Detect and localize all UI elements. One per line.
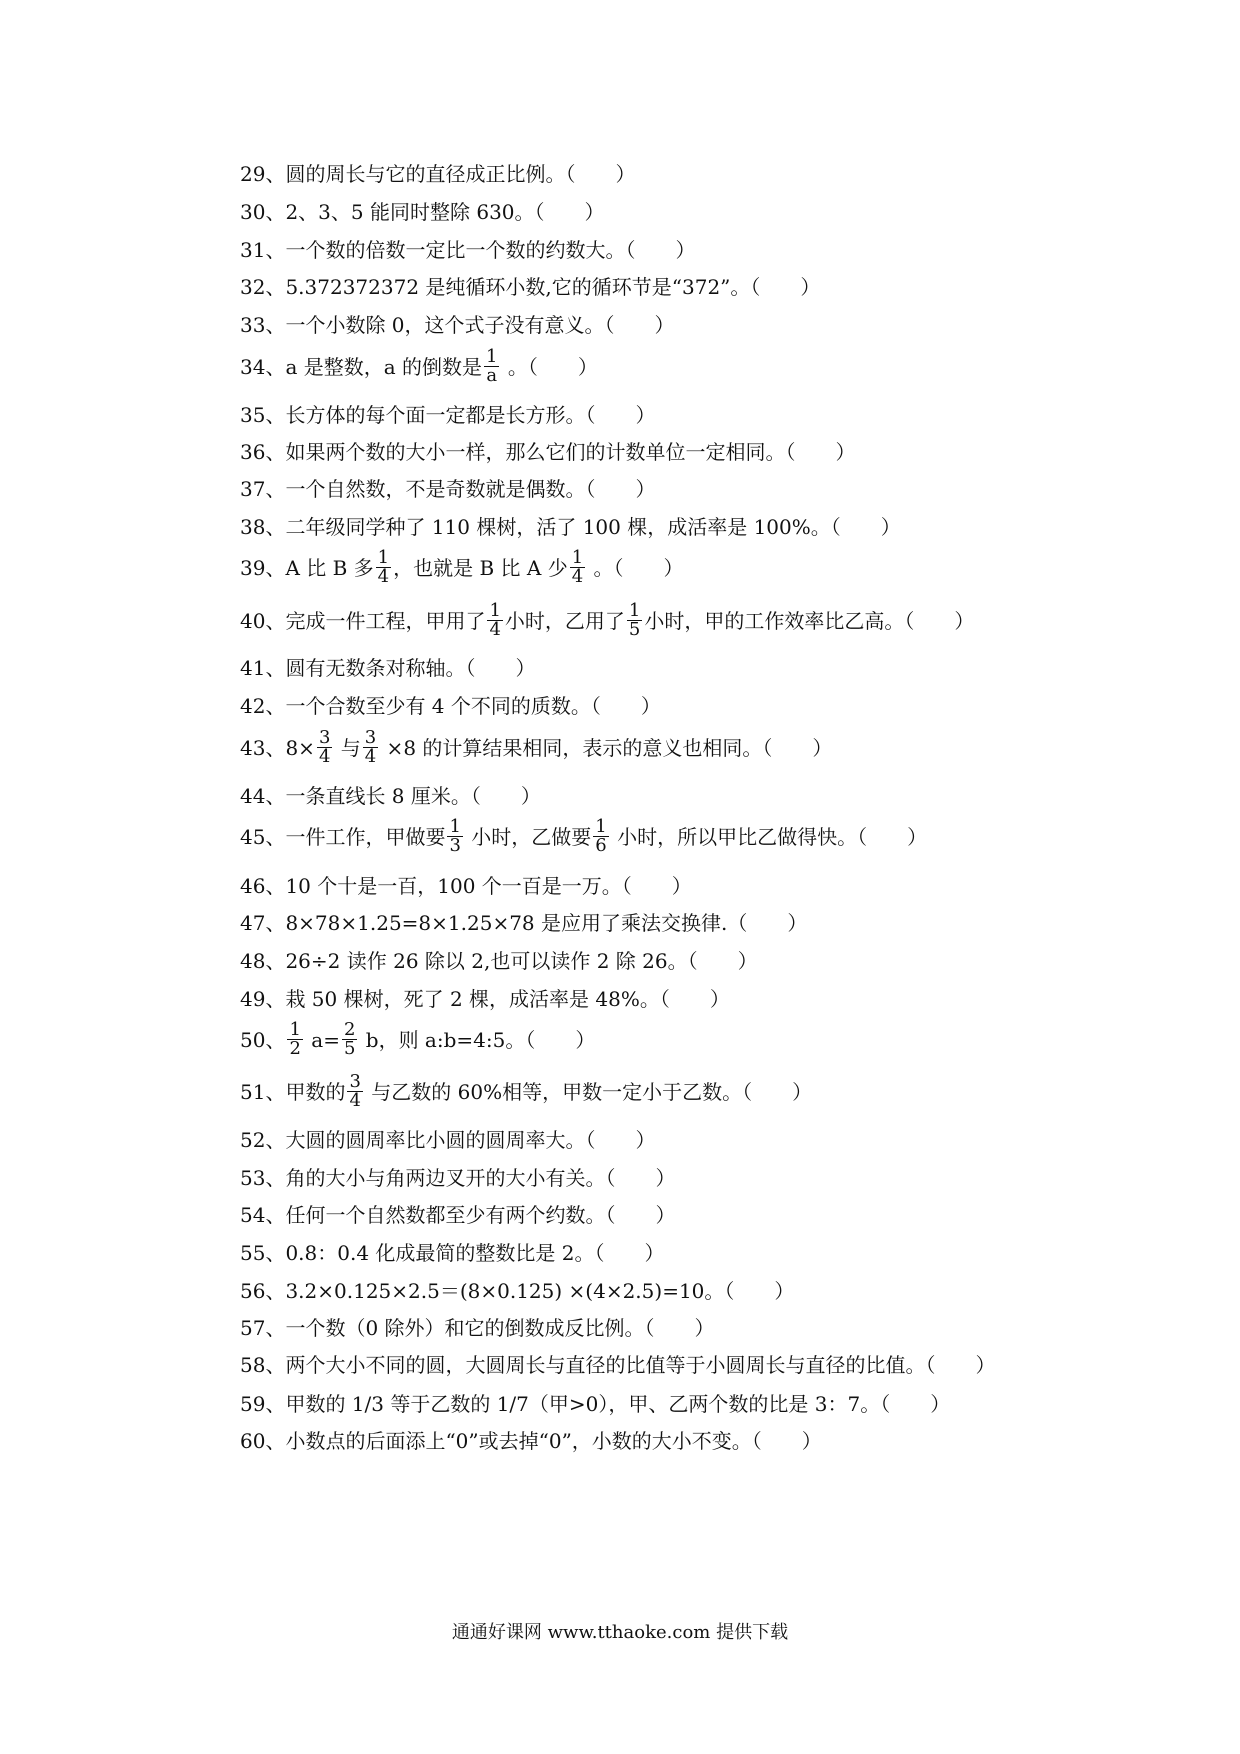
fraction xyxy=(487,602,502,639)
question-number: 60、 xyxy=(240,1429,286,1453)
question-number: 32、 xyxy=(240,275,286,299)
question-item xyxy=(240,692,661,720)
fraction xyxy=(317,729,332,766)
question-number: 43、 xyxy=(240,736,286,760)
question-item xyxy=(240,947,758,975)
question-number: 35、 xyxy=(240,403,286,427)
fraction-denominator: 6 xyxy=(595,835,607,856)
question-number: 50、 xyxy=(240,1028,286,1052)
question-text: 二年级同学种了 110 棵树，活了 100 棵，成活率是 100%。（ ） xyxy=(285,515,901,539)
question-item xyxy=(240,1019,596,1059)
question-text: 3.2×0.125×2.5＝(8×0.125) ×(4×2.5)=10。（ ） xyxy=(285,1279,795,1303)
fraction-numerator: 1 xyxy=(489,600,501,621)
question-text: 10 个十是一百，100 个一百是一万。（ ） xyxy=(285,874,692,898)
question-text: a= xyxy=(304,1028,340,1052)
fraction-denominator: 5 xyxy=(343,1038,356,1059)
fraction xyxy=(627,602,642,639)
question-text: 8×78×1.25=8×1.25×78 是应用了乘法交换律.（ ） xyxy=(285,911,808,935)
question-item xyxy=(240,547,684,587)
question-number: 56、 xyxy=(240,1279,286,1303)
question-item xyxy=(240,985,730,1013)
question-text: 圆的周长与它的直径成正比例。（ ） xyxy=(285,162,636,186)
fraction-denominator: 4 xyxy=(377,566,390,587)
question-number: 46、 xyxy=(240,874,286,898)
fraction-denominator: a xyxy=(486,365,498,386)
fraction-numerator: 1 xyxy=(449,816,461,837)
question-number: 45、 xyxy=(240,825,286,849)
question-item xyxy=(240,438,855,466)
question-number: 53、 xyxy=(240,1166,286,1190)
question-text: 小时，乙用了 xyxy=(504,609,625,633)
question-number: 33、 xyxy=(240,313,286,337)
question-text: 0.8：0.4 化成最简的整数比是 2。（ ） xyxy=(285,1241,665,1265)
fraction-denominator: 4 xyxy=(318,746,331,767)
question-item xyxy=(240,273,820,301)
question-text: 圆有无数条对称轴。（ ） xyxy=(285,656,536,680)
question-text: 一个小数除 0，这个式子没有意义。（ ） xyxy=(285,313,675,337)
question-item xyxy=(240,654,535,682)
question-number: 31、 xyxy=(240,238,286,262)
question-number: 38、 xyxy=(240,515,286,539)
question-text: 2、3、5 能同时整除 630。（ ） xyxy=(285,200,605,224)
fraction-denominator: 4 xyxy=(571,566,584,587)
fraction-numerator: 2 xyxy=(343,1019,356,1040)
fraction xyxy=(570,549,585,586)
question-text: A 比 B 多 xyxy=(285,556,374,580)
question-text: 完成一件工程，甲用了 xyxy=(285,609,486,633)
question-text: 大圆的圆周率比小圆的圆周率大。（ ） xyxy=(285,1128,656,1152)
question-item xyxy=(240,1164,675,1192)
question-text: 。（ ） xyxy=(587,556,684,580)
question-text: 角的大小与角两边叉开的大小有关。（ ） xyxy=(285,1166,676,1190)
question-text: 。（ ） xyxy=(501,355,598,379)
question-text: a 是整数，a 的倒数是 xyxy=(285,355,483,379)
question-item xyxy=(240,816,928,856)
question-text: 小时，乙做要 xyxy=(464,825,592,849)
question-number: 37、 xyxy=(240,477,286,501)
question-text: 任何一个自然数都至少有两个约数。（ ） xyxy=(285,1203,676,1227)
fraction-numerator: 1 xyxy=(486,346,498,367)
question-item xyxy=(240,311,675,339)
question-item xyxy=(240,1239,665,1267)
question-item xyxy=(240,1126,655,1154)
question-item xyxy=(240,1351,995,1379)
question-text: 一个数的倍数一定比一个数的约数大。（ ） xyxy=(285,238,696,262)
question-text: 一件工作，甲做要 xyxy=(285,825,446,849)
question-text: 一个数（0 除外）和它的倒数成反比例。（ ） xyxy=(285,1316,715,1340)
question-text: 甲数的 xyxy=(285,1080,346,1104)
question-number: 30、 xyxy=(240,200,286,224)
question-item xyxy=(240,1427,822,1455)
fraction-numerator: 3 xyxy=(364,727,377,748)
fraction-denominator: 4 xyxy=(349,1090,361,1111)
question-text: 小数点的后面添上“0”或去掉“0”，小数的大小不变。（ ） xyxy=(285,1429,822,1453)
question-number: 59、 xyxy=(240,1392,286,1416)
question-text: 两个大小不同的圆，大圆周长与直径的比值等于小圆周长与直径的比值。（ ） xyxy=(285,1353,996,1377)
question-number: 52、 xyxy=(240,1128,286,1152)
question-text: 小时，所以甲比乙做得快。（ ） xyxy=(610,825,928,849)
question-number: 42、 xyxy=(240,694,286,718)
question-number: 55、 xyxy=(240,1241,286,1265)
question-text: 与乙数的 60%相等，甲数一定小于乙数。（ ） xyxy=(364,1080,813,1104)
question-number: 51、 xyxy=(240,1080,286,1104)
fraction xyxy=(593,818,608,855)
fraction-numerator: 3 xyxy=(349,1071,361,1092)
question-item xyxy=(240,782,541,810)
question-text: 一个自然数，不是奇数就是偶数。（ ） xyxy=(285,477,656,501)
question-item xyxy=(240,1314,715,1342)
fraction xyxy=(484,348,499,385)
fraction-numerator: 3 xyxy=(318,727,331,748)
question-text: 长方体的每个面一定都是长方形。（ ） xyxy=(285,403,656,427)
question-text: 26÷2 读作 26 除以 2,也可以读作 2 除 26。（ ） xyxy=(285,949,758,973)
fraction-numerator: 1 xyxy=(595,816,607,837)
question-number: 54、 xyxy=(240,1203,286,1227)
question-item xyxy=(240,1390,950,1418)
fraction xyxy=(342,1021,357,1058)
fraction-denominator: 4 xyxy=(489,619,501,640)
question-number: 44、 xyxy=(240,784,286,808)
question-item xyxy=(240,198,605,226)
fraction-denominator: 4 xyxy=(364,746,377,767)
question-number: 47、 xyxy=(240,911,286,935)
question-text: 5.372372372 是纯循环小数,它的循环节是“372”。（ ） xyxy=(285,275,821,299)
footer-text: 通通好课网 www.tthaoke.com 提供下载 xyxy=(451,1622,789,1643)
fraction-numerator: 1 xyxy=(289,1019,301,1040)
question-item xyxy=(240,346,598,386)
question-text: 小时，甲的工作效率比乙高。（ ） xyxy=(644,609,975,633)
fraction xyxy=(376,549,391,586)
question-item xyxy=(240,600,975,640)
question-item xyxy=(240,236,695,264)
fraction-denominator: 5 xyxy=(628,619,641,640)
question-item xyxy=(240,475,655,503)
fraction-denominator: 3 xyxy=(449,835,461,856)
question-number: 57、 xyxy=(240,1316,286,1340)
question-text: 与 xyxy=(334,736,361,760)
question-number: 29、 xyxy=(240,162,286,186)
question-text: 如果两个数的大小一样，那么它们的计数单位一定相同。（ ） xyxy=(285,440,856,464)
question-number: 41、 xyxy=(240,656,286,680)
question-item xyxy=(240,872,692,900)
fraction-numerator: 1 xyxy=(571,547,584,568)
fraction xyxy=(347,1073,362,1110)
question-item xyxy=(240,513,901,541)
question-number: 48、 xyxy=(240,949,286,973)
question-item xyxy=(240,1071,813,1111)
question-text: 一条直线长 8 厘米。（ ） xyxy=(285,784,541,808)
question-text: ，也就是 B 比 A 少 xyxy=(393,556,568,580)
fraction xyxy=(363,729,378,766)
question-item xyxy=(240,1201,675,1229)
fraction-numerator: 1 xyxy=(628,600,641,621)
question-text: 一个合数至少有 4 个不同的质数。（ ） xyxy=(285,694,661,718)
fraction xyxy=(287,1021,302,1058)
question-text: 甲数的 1/3 等于乙数的 1/7（甲>0），甲、乙两个数的比是 3：7。（ ） xyxy=(285,1392,951,1416)
fraction-denominator: 2 xyxy=(289,1038,301,1059)
question-number: 36、 xyxy=(240,440,286,464)
question-text: ×8 的计算结果相同，表示的意义也相同。（ ） xyxy=(380,736,833,760)
question-number: 49、 xyxy=(240,987,286,1011)
question-text: b，则 a:b=4:5。（ ） xyxy=(359,1028,596,1052)
question-number: 58、 xyxy=(240,1353,286,1377)
question-item xyxy=(240,1277,794,1305)
question-text: 8× xyxy=(285,736,315,760)
question-item xyxy=(240,727,833,767)
question-item xyxy=(240,909,807,937)
question-number: 40、 xyxy=(240,609,286,633)
question-text: 栽 50 棵树，死了 2 棵，成活率是 48%。（ ） xyxy=(285,987,730,1011)
question-item xyxy=(240,160,635,188)
question-number: 34、 xyxy=(240,355,286,379)
question-item xyxy=(240,401,655,429)
question-number: 39、 xyxy=(240,556,286,580)
fraction-numerator: 1 xyxy=(377,547,390,568)
fraction xyxy=(447,818,462,855)
